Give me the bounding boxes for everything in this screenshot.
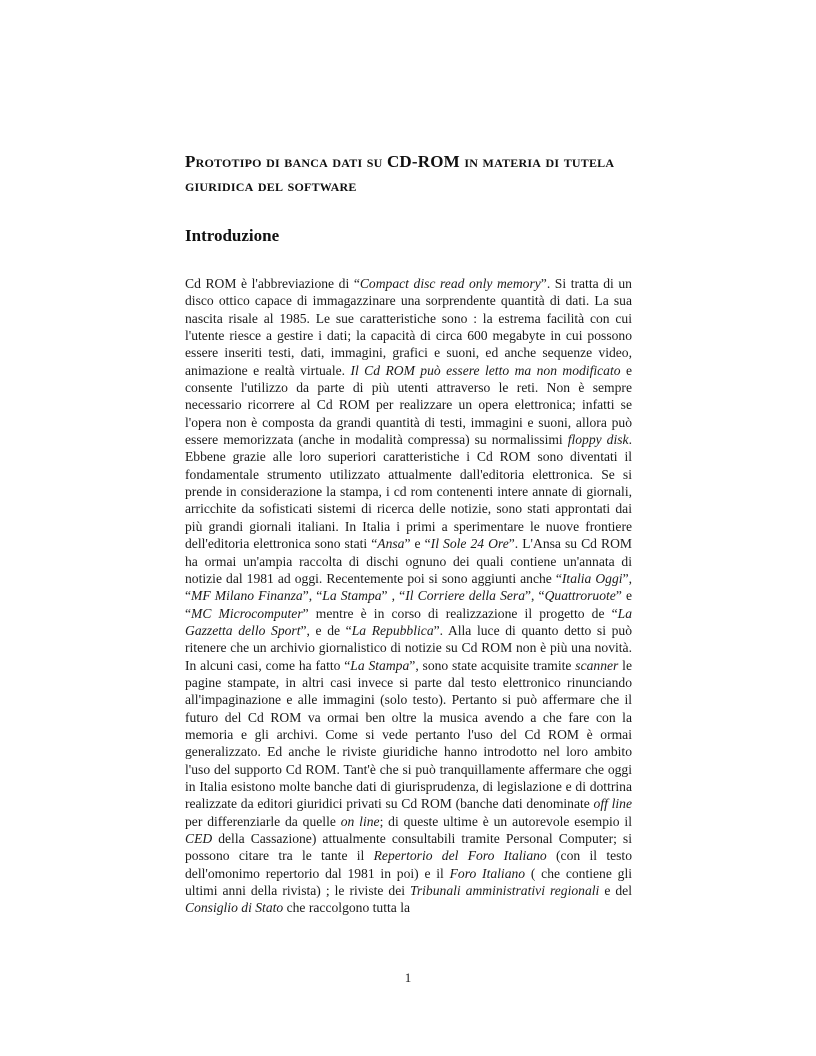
text-run: ” mentre è in corso di realizzazione il progetto de “ [302,605,618,621]
italic-text-run: La Stampa [322,588,382,604]
italic-text-run: Tribunali amministrativi regionali [410,883,600,899]
text-run: e consente l'utilizzo da parte di più utenti attraverso le reti. Non è sempre necessario ricorrere al Cd ROM per realizzare un opera elettronica; infatti se l'opera non è composta da grandi quantità di testi, immagini e suoni, allora può essere memorizzata (anche in modalità compressa) su normalissimi [185,362,632,448]
italic-text-run: Ansa [377,536,405,552]
text-run: per differenziarle da quelle [185,813,341,829]
text-run: . Ebbene grazie alle loro superiori caratteristiche i Cd ROM sono diventati il fondamentale strumento utilizzato attualmente dall'editoria elettronica. Se si prende in considerazione la stampa, i cd rom contenenti intere annate di giornali, arricchite da sofisticati sistemi di ricerca delle notizie, sono stati approntati dai più grandi giornali italiani. In Italia i primi a sperimentare le nuove frontiere dell'editoria elettronica sono stati “ [185,432,632,552]
text-run: le pagine stampate, in altri casi invece si parte dal testo elettronico rinunciando all'impaginazione e alle immagini (solo testo). Pertanto si può affermare che il futuro del Cd ROM va ormai ben oltre la musica avendo a che fare con la memoria e gli archivi. Come si vede pertanto l'uso del Cd ROM è ormai generalizzato. Ed anche le riviste giuridiche hanno introdotto nel loro ambito l'uso del supporto Cd ROM. Tant'è che si può tranquillamente affermare che oggi in Italia esistono molte banche dati di giurisprudenza, di legislazione e di dottrina realizzate da editori giuridici privati su Cd ROM (banche dati denominate [185,657,632,812]
text-run: che raccolgono tutta la [283,900,411,916]
document-page [185,150,632,917]
italic-text-run: floppy disk [567,432,629,448]
italic-text-run: scanner [575,657,619,673]
italic-text-run: La Gazzetta dello Sport [185,605,632,638]
text-run: ( che contiene gli ultimi anni della rivista) ; le riviste dei [185,865,632,899]
italic-text-run: Il Cd ROM può essere letto ma non modificato [350,362,621,378]
italic-text-run: Italia Oggi [561,570,623,586]
text-run: Cd ROM è l'abbreviazione di “ [185,276,360,291]
italic-text-run: Quattroruote [544,588,616,604]
section-heading: Introduzione [185,226,280,245]
italic-text-run: La Repubblica [351,622,434,638]
italic-text-run: Compact disc read only memory [359,276,541,291]
italic-text-run: Foro Italiano [449,865,526,881]
italic-text-run: CED [185,831,213,846]
text-run: ”, sono state acquisite tramite [409,657,576,673]
italic-text-run: Il Sole 24 Ore [430,536,509,552]
text-run: ” e “ [404,536,431,552]
text-run: ; di queste ultime è un autorevole esempio il [379,813,632,829]
text-run: ”. L'Ansa su Cd ROM ha ormai un'ampia raccolta di dischi ognuno dei quali contiene un'annata di notizie dal 1981 ad oggi. Recentemente poi si sono aggiunti anche “ [185,536,632,586]
text-run: ”, e de “ [300,622,352,638]
text-run: ” e “ [185,588,632,621]
italic-text-run: on line [340,813,380,829]
italic-text-run: MF Milano Finanza [191,588,303,604]
document-title: Prototipo di banca dati su CD-ROM in materia di tutela giuridica del software [185,152,615,195]
page-number: 1 [404,970,412,985]
text-run: ”, “ [525,588,545,604]
text-run: ”. Alla luce di quanto detto si può ritenere che un archivio giornalistico di notizie su Cd ROM non è più una novità. In alcuni casi, come ha fatto “ [185,622,632,673]
italic-text-run: Repertorio del Foro Italiano [373,848,547,864]
text-run: (con il testo dell'omonimo repertorio dal 1981 in poi) e il [185,848,632,881]
text-run: ”, “ [185,570,632,604]
italic-text-run: Consiglio di Stato [185,900,284,916]
body-paragraph [185,275,632,917]
italic-text-run: MC Microcomputer [191,605,303,621]
italic-text-run: La Stampa [350,657,410,673]
text-run: ”, “ [302,588,323,604]
text-run: ”. Si tratta di un disco ottico capace di immagazzinare una sorprendente quantità di dati. La sua nascita risale al 1985. Le sue caratteristiche sono : la estrema facilità con cui l'utente riesce a gestire i dati; la capacità di circa 600 megabyte in cui possono essere inseriti testi, dati, immagini, grafici e suoni, ed anche sequenze video, animazione e realtà virtuale. [185,276,632,378]
italic-text-run: off line [593,796,632,812]
text-run: ” , “ [381,588,406,604]
text-run: e del [599,883,632,899]
italic-text-run: Il Corriere della Sera [405,588,525,604]
text-run: della Cassazione) attualmente consultabili tramite Personal Computer; si possono citare tra le tante il [185,831,632,864]
